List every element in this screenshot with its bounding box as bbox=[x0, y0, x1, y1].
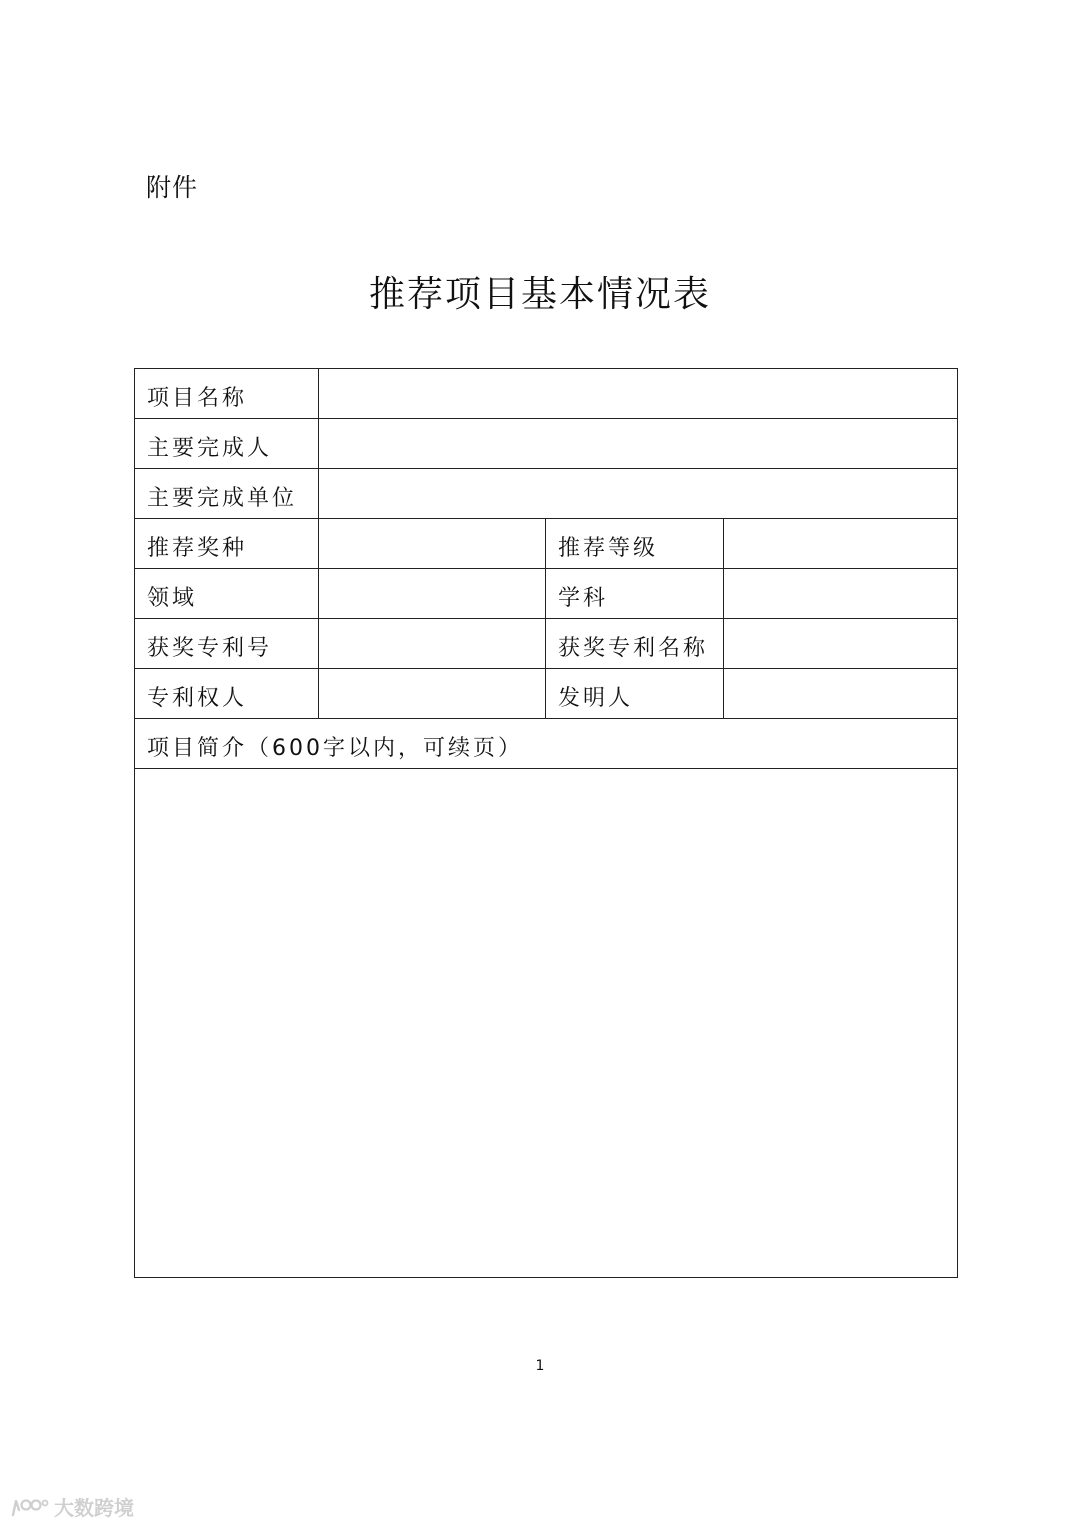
recommend-level-field[interactable] bbox=[724, 519, 958, 569]
project-summary-field[interactable] bbox=[135, 769, 958, 1278]
main-completers-label: 主要完成人 bbox=[135, 419, 319, 469]
project-info-table bbox=[134, 368, 958, 1278]
discipline-field[interactable] bbox=[724, 569, 958, 619]
project-summary-label: 项目简介（600字以内，可续页） bbox=[135, 719, 958, 769]
watermark bbox=[10, 1492, 134, 1521]
award-type-field[interactable] bbox=[319, 519, 546, 569]
inventor-label: 发明人 bbox=[546, 669, 724, 719]
project-name-field[interactable] bbox=[319, 369, 958, 419]
main-units-field[interactable] bbox=[319, 469, 958, 519]
table-row bbox=[135, 669, 958, 719]
brand-logo-icon bbox=[10, 1496, 50, 1518]
table-row bbox=[135, 769, 958, 1278]
award-type-label: 推荐奖种 bbox=[135, 519, 319, 569]
document-title: 推荐项目基本情况表 bbox=[368, 274, 711, 315]
table-row bbox=[135, 419, 958, 469]
page-number: 1 bbox=[535, 1358, 545, 1374]
table-row bbox=[135, 569, 958, 619]
field-field[interactable] bbox=[319, 569, 546, 619]
main-completers-field[interactable] bbox=[319, 419, 958, 469]
table-row bbox=[135, 519, 958, 569]
table-row bbox=[135, 619, 958, 669]
patentee-label: 专利权人 bbox=[135, 669, 319, 719]
table-row bbox=[135, 719, 958, 769]
table-row bbox=[135, 469, 958, 519]
inventor-field[interactable] bbox=[724, 669, 958, 719]
project-name-label: 项目名称 bbox=[135, 369, 319, 419]
watermark-text: 大数跨境 bbox=[54, 1496, 134, 1520]
table-row bbox=[135, 369, 958, 419]
patent-number-label: 获奖专利号 bbox=[135, 619, 319, 669]
recommend-level-label: 推荐等级 bbox=[546, 519, 724, 569]
patentee-field[interactable] bbox=[319, 669, 546, 719]
patent-number-field[interactable] bbox=[319, 619, 546, 669]
attachment-label: 附件 bbox=[146, 173, 199, 202]
patent-name-field[interactable] bbox=[724, 619, 958, 669]
main-units-label: 主要完成单位 bbox=[135, 469, 319, 519]
field-label: 领域 bbox=[135, 569, 319, 619]
patent-name-label: 获奖专利名称 bbox=[546, 619, 724, 669]
discipline-label: 学科 bbox=[546, 569, 724, 619]
